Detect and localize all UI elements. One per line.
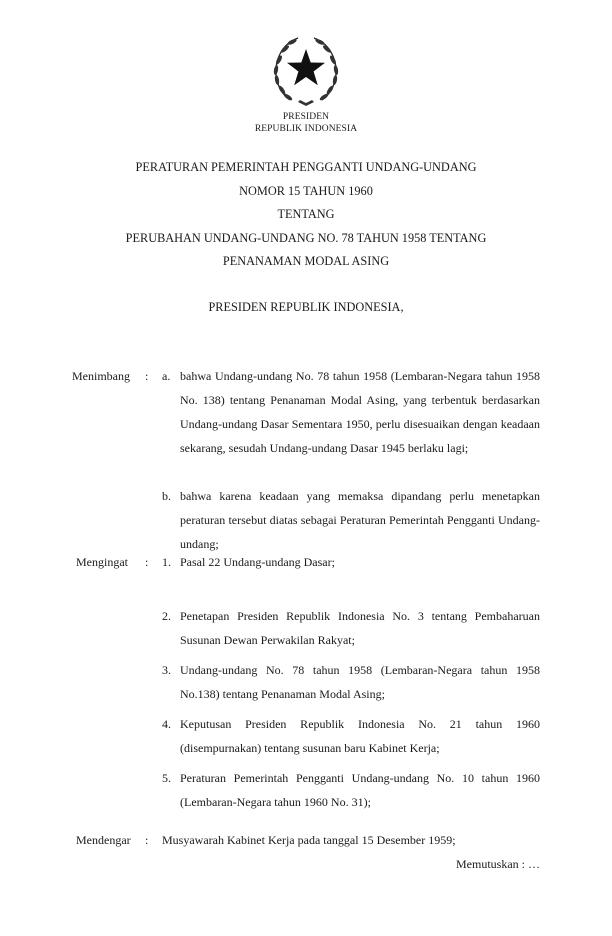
mengingat-item-mark: 4. xyxy=(162,717,171,731)
mengingat-item-text: Pasal 22 Undang-undang Dasar; xyxy=(180,555,335,569)
mengingat-item-mark: 3. xyxy=(162,663,171,677)
menimbang-item-text: bahwa karena keadaan yang memaksa dipandang perlu menetapkan peraturan tersebut diatas sebagai Peraturan Pemerintah Pengganti Undang-undang; xyxy=(180,489,540,551)
preamble: PRESIDEN REPUBLIK INDONESIA, xyxy=(208,300,404,314)
continuation-memutuskan: Memutuskan : … xyxy=(456,857,540,871)
mengingat-item-mark: 5. xyxy=(162,771,171,785)
title-line-3: TENTANG xyxy=(277,207,335,221)
mendengar-text: Musyawarah Kabinet Kerja pada tanggal 15 Desember 1959; xyxy=(162,833,456,847)
mendengar-label: Mendengar xyxy=(76,833,131,847)
title-line-2: NOMOR 15 TAHUN 1960 xyxy=(239,184,373,198)
mengingat-item-text: Peraturan Pemerintah Pengganti Undang-undang No. 10 tahun 1960 (Lembaran-Negara tahun 1960 No. 31); xyxy=(180,771,540,809)
mengingat-item-text: Penetapan Presiden Republik Indonesia No. 3 tentang Pembaharuan Susunan Dewan Perwakilan Rakyat; xyxy=(180,609,540,647)
menimbang-item-mark: a. xyxy=(162,369,171,383)
title-line-5: PENANAMAN MODAL ASING xyxy=(222,254,390,268)
menimbang-label: Menimbang xyxy=(72,369,130,383)
menimbang-item-mark: b. xyxy=(162,489,171,503)
title-line-1: PERATURAN PEMERINTAH PENGGANTI UNDANG-UNDANG xyxy=(135,160,477,174)
menimbang-item-text: bahwa Undang-undang No. 78 tahun 1958 (Lembaran-Negara tahun 1958 No. 138) tentang Penanaman Modal Asing, yang terbentuk berdasarkan Undang-undang Dasar Sementara 1950, perlu disesuaikan dengan keadaan sekarang, sesudah Undang-undang Dasar 1945 berlaku lagi; xyxy=(180,369,540,455)
mendengar-colon: : xyxy=(145,833,149,847)
header-republik-indonesia: REPUBLIK INDONESIA xyxy=(254,124,358,134)
mengingat-item-text: Keputusan Presiden Republik Indonesia No. 21 tahun 1960 (disempurnakan) tentang susunan baru Kabinet Kerja; xyxy=(180,717,540,755)
title-line-4: PERUBAHAN UNDANG-UNDANG NO. 78 TAHUN 1958 TENTANG xyxy=(125,231,487,245)
mengingat-colon: : xyxy=(145,555,149,569)
menimbang-colon: : xyxy=(145,369,149,383)
mengingat-item-mark: 1. xyxy=(162,555,171,569)
mengingat-item-text: Undang-undang No. 78 tahun 1958 (Lembaran-Negara tahun 1958 No.138) tentang Penanaman Modal Asing; xyxy=(180,663,540,701)
header-presiden: PRESIDEN xyxy=(282,112,330,122)
mengingat-label: Mengingat xyxy=(76,555,128,569)
mengingat-item-mark: 2. xyxy=(162,609,171,623)
presidential-seal-icon xyxy=(268,30,344,110)
